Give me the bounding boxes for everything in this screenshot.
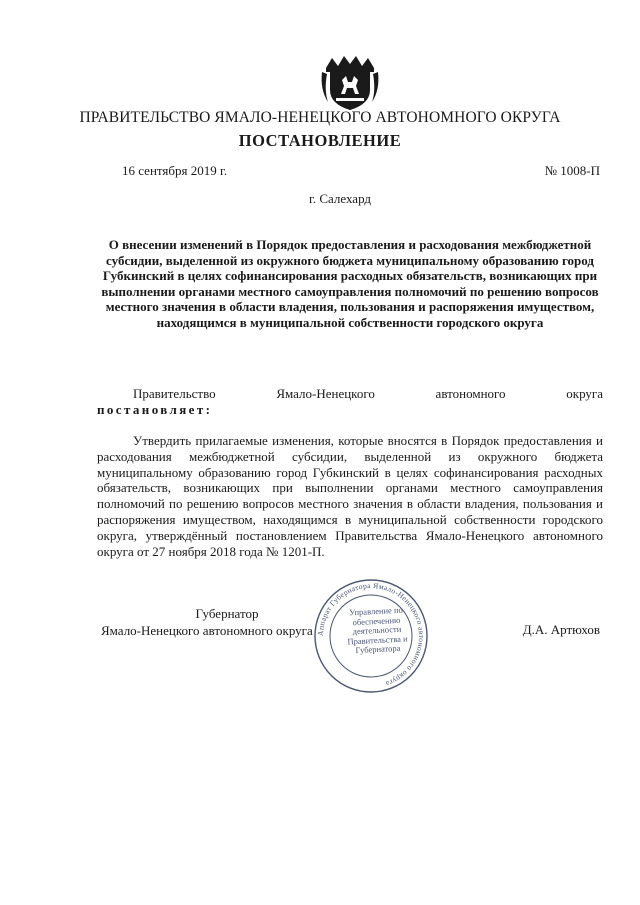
preamble-word: округа [566,386,603,401]
decree-body: Утвердить прилагаемые изменения, которые вносятся в Порядок предоставления и расходования межбюджетной субсидии, выделенной из окружного бюджета муниципальному образованию город Губкинский в целях софинансирования расходных обязательств, возникающих при выполнении органами местного самоуправления полномочий по решению вопросов местного значения в области владения, пользования и распоряжения имуществом, находящимся в муниципальной собственности городского округа, утверждённый постановлением Правительства Ямало-Ненецкого автономного округа от 27 ноября 2018 года № 1201-П. [97,433,603,559]
government-title: ПРАВИТЕЛЬСТВО ЯМАЛО-НЕНЕЦКОГО АВТОНОМНОГО ОКРУГА [79,109,561,126]
stamp-center-text: Управление по обеспечению деятельности Правительства и Губернатора [347,604,408,656]
preamble-line [97,386,603,402]
decree-date: 16 сентября 2019 г. [122,163,228,178]
signatory-title: Губернатор [195,606,259,621]
preamble [97,386,603,418]
coat-of-arms-icon [318,50,382,112]
preamble-word: автономного [435,386,506,401]
signatory-name: Д.А. Артюхов [522,622,600,637]
document-type: ПОСТАНОВЛЕНИЕ [238,131,402,150]
preamble-action: постановляет: [97,402,213,417]
preamble-word: Правительство [133,386,216,401]
decree-subject: О внесении изменений в Порядок предоставления и расходования межбюджетной субсидии, выделенной из окружного бюджета муниципальному образованию город Губкинский в целях софинансирования расходных обязательств, возникающих при выполнении органами местного самоуправления полномочий по решению вопросов местного значения в области владения, пользования и распоряжения имуществом, находящимся в муниципальной собственности городского округа [101,237,599,330]
decree-city: г. Салехард [308,191,372,206]
stamp-ring-text: Аппарат Губернатора Ямало-Ненецкого автономного округа [315,580,427,689]
preamble-word: Ямало-Ненецкого [276,386,375,401]
decree-number: № 1008-П [544,163,600,178]
signatory-region: Ямало-Ненецкого автономного округа [101,623,313,638]
